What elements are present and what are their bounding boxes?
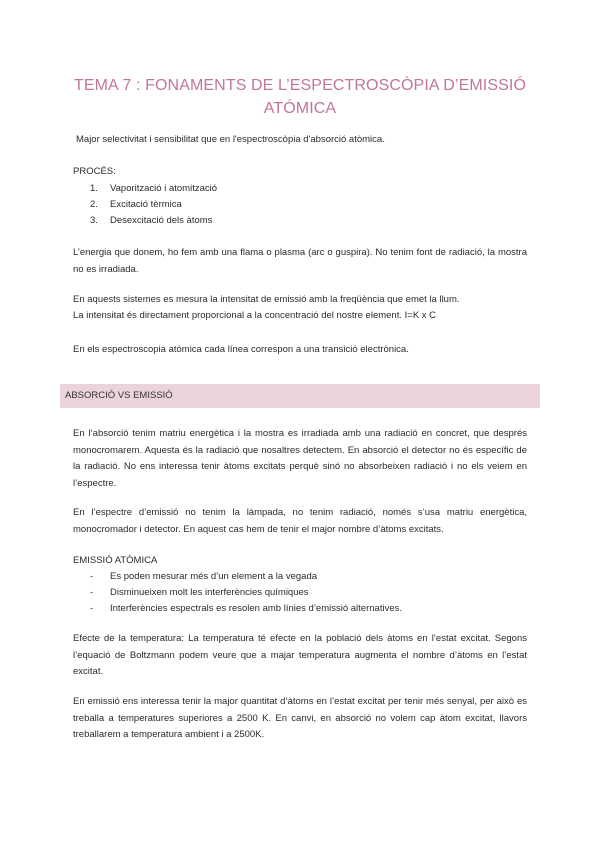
paragraph-temperatura: Efecte de la temperatura: La temperatura té efecte en la població dels àtoms en l’estat excitat. Segons l’equació de Boltzmann podem veure que a majar temperatura augmenta el nombre d’àtoms en l’estat excitat. (73, 633, 527, 677)
list-item: 2. Excitació tèrmica (90, 199, 182, 210)
paragraph-intensitat-1: En aquests sistemes es mesura la intensitat de emissió amb la freqüència que emet la llum. (73, 294, 460, 305)
paragraph-final: En emissió ens interessa tenir la major quantitat d’àtoms en l’estat excitat per tenir més senyal, per això es treballa a temperatures superiores a 2500 K. En canvi, en absorció no volem cap àtom excitat, llavors treballarem a temperatura ambient i a 2500K. (73, 696, 527, 740)
emissio-list (73, 569, 527, 617)
section-heading-bar (60, 384, 540, 408)
paragraph-espectre: En l’espectre d’emissió no tenim la làmpada, no tenim radiació, només s’usa matriu energètica, monocromador i detector. En aquest cas hem de tenir el major nombre d’àtoms excitats. (73, 507, 527, 535)
list-item: - Es poden mesurar més d’un element a la vegada (90, 571, 318, 582)
paragraph-absorcio: En l’absorció tenim matriu energètica i la mostra es irradiada amb una radiació en concret, que després monocromarem. Aquesta és la radiació que nosaltres detectem. En absorció el detector no és específic de la radiació. No ens interessa tenir àtoms excitats perquè sinó no absorbeixen radiació i no els veiem en l’espectre. (73, 428, 527, 489)
section-heading: ABSORCIÓ VS EMISSIÓ (65, 390, 173, 401)
paragraph-intensitat-2: La intensitat és directament proporcional a la concentració del nostre element. I=K x C (73, 310, 437, 321)
list-item: 1. Vaporització i atomització (90, 183, 218, 194)
paragraph-transicio: En els espectroscopia atòmica cada línea correspon a una transició electrònica. (73, 344, 409, 355)
list-item: - Disminueixen molt les interferències químiques (90, 587, 309, 598)
intro-text: Major selectivitat i sensibilitat que en l'espectroscòpia d'absorció atòmica. (76, 134, 385, 145)
page-title: TEMA 7 : FONAMENTS DE L’ESPECTROSCÒPIA D’EMISSIÓ ATÓMICA (73, 77, 526, 117)
list-item: - Interferències espectrals es resolen amb línies d’emissió alternatives. (90, 603, 402, 614)
paragraph-energia: L’energia que donem, ho fem amb una flama o plasma (arc o guspira). No tenim font de radiació, la mostra no es irradiada. (73, 247, 527, 275)
proces-list (73, 181, 527, 229)
proces-heading: PROCÉS: (73, 166, 116, 177)
emissio-heading: EMISSIÓ ATÒMICA (73, 555, 158, 566)
list-item: 3. Desexcitació dels àtoms (90, 215, 213, 226)
